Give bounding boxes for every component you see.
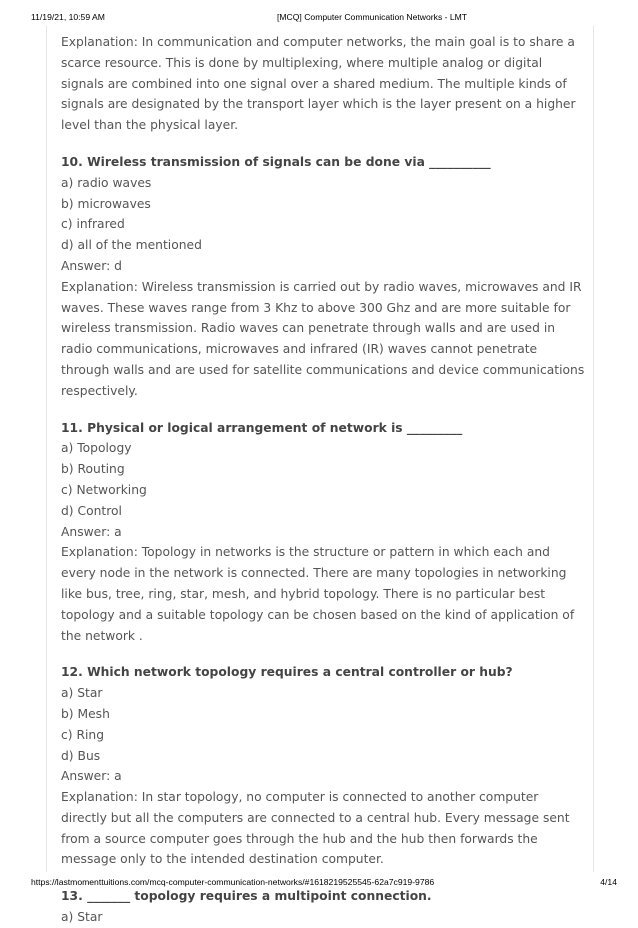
option: d) Control bbox=[61, 503, 122, 518]
print-page-title: [MCQ] Computer Communication Networks - LMT bbox=[277, 12, 468, 22]
print-header bbox=[0, 12, 638, 24]
intro-explanation: Explanation: In communication and computer networks, the main goal is to share a scarce resource. This is done by multiplexing, where multiple analog or digital signals are combined into one signal over a shared medium. The multiple kinds of signals are designated by the transport layer which is the layer present on a higher level than the physical layer. bbox=[61, 35, 576, 133]
explanation: Explanation: Wireless transmission is carried out by radio waves, microwaves and IR waves. These waves range from 3 Khz to above 300 Ghz and are more suitable for wireless transmission. Radio waves can penetrate through walls and are used in radio communications, microwaves and infrared (IR) waves cannot penetrate through walls and are used for satellite communications and device communications respectively. bbox=[61, 279, 585, 398]
content-border-left bbox=[46, 26, 47, 872]
question-text: 13. _______ topology requires a multipoint connection. bbox=[61, 889, 432, 904]
explanation: Explanation: Topology in networks is the structure or pattern in which each and every node in the network is connected. There are many topologies in networking like bus, tree, ring, star, mesh, and hybrid topology. There is no particular best topology and a suitable topology can be chosen based on the kind of application of the network . bbox=[61, 545, 575, 643]
option: d) Bus bbox=[61, 748, 101, 763]
option: a) Star bbox=[61, 910, 103, 925]
answer: Answer: a bbox=[61, 524, 122, 539]
option: a) radio waves bbox=[61, 175, 152, 190]
option: c) Networking bbox=[61, 482, 147, 497]
question-block-12 bbox=[61, 662, 585, 870]
question-text: 11. Physical or logical arrangement of network is _________ bbox=[61, 420, 463, 435]
print-url: https://lastmomenttuitions.com/mcq-computer-communication-networks/#1618219525545-62a7c919-9786 bbox=[31, 877, 435, 887]
option: c) infrared bbox=[61, 217, 125, 232]
question-block-13 bbox=[61, 886, 585, 928]
option: c) Ring bbox=[61, 727, 105, 742]
option: b) microwaves bbox=[61, 196, 151, 211]
option: b) Routing bbox=[61, 462, 125, 477]
mcq-content bbox=[61, 32, 585, 928]
question-text: 10. Wireless transmission of signals can be done via __________ bbox=[61, 154, 491, 169]
page-number: 4/14 bbox=[600, 877, 617, 887]
answer: Answer: d bbox=[61, 258, 122, 273]
explanation: Explanation: In star topology, no computer is connected to another computer directly but all the computers are connected to a central hub. Every message sent from a source computer goes through the hub and the hub then forwards the message only to the intended destination computer. bbox=[61, 790, 570, 867]
content-border-right bbox=[593, 26, 594, 872]
question-block-11 bbox=[61, 418, 585, 647]
answer: Answer: a bbox=[61, 769, 122, 784]
question-block-10 bbox=[61, 152, 585, 402]
print-footer bbox=[0, 877, 638, 889]
print-datetime: 11/19/21, 10:59 AM bbox=[31, 12, 105, 22]
option: a) Star bbox=[61, 686, 103, 701]
question-text: 12. Which network topology requires a central controller or hub? bbox=[61, 665, 513, 680]
option: d) all of the mentioned bbox=[61, 238, 202, 253]
option: a) Topology bbox=[61, 441, 132, 456]
option: b) Mesh bbox=[61, 706, 110, 721]
